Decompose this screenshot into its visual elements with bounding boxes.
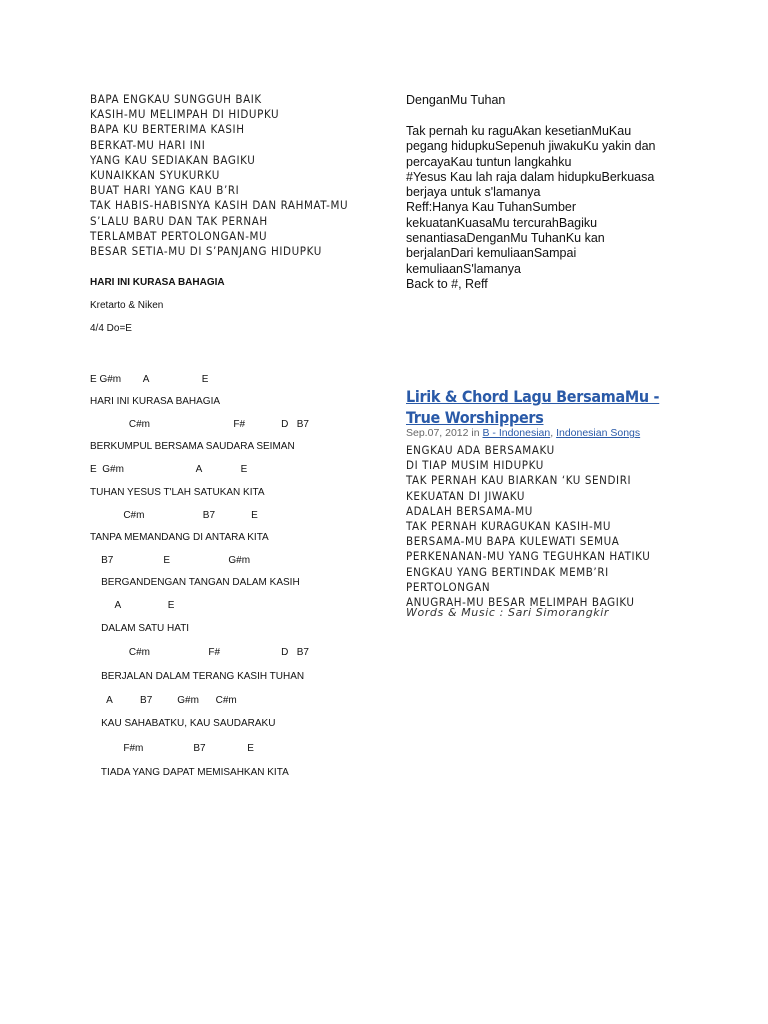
lyric-line: Tak pernah ku raguAkan kesetianMuKau <box>406 124 632 138</box>
lyric-line: TIADA YANG DAPAT MEMISAHKAN KITA <box>90 767 289 778</box>
lyric-line: HARI INI KURASA BAHAGIA <box>90 396 221 407</box>
lyric-line: senantiasaDenganMu TuhanKu kan <box>406 231 605 246</box>
lyric-line: PERKENANAN-MU YANG TEGUHKAN HATIKU <box>406 549 651 564</box>
lyric-line: kekuatanKuasaMu tercurahBagiku <box>406 215 598 230</box>
chord-line: F#m B7 E <box>90 743 254 754</box>
chord-line: C#m F# D B7 <box>90 647 309 658</box>
post-meta <box>406 427 640 439</box>
song-title: HARI INI KURASA BAHAGIA <box>90 277 225 288</box>
lyric-line: DALAM SATU HATI <box>90 623 190 634</box>
category-link[interactable]: Indonesian Songs <box>556 427 641 439</box>
post-title-link[interactable] <box>406 386 666 428</box>
chord-line: A E <box>90 600 175 611</box>
chord-line: A B7 G#m C#m <box>90 695 237 706</box>
song-credit: Words & Music : Sari Simorangkir <box>406 606 610 619</box>
lyric-line: KAU SAHABATKU, KAU SAUDARAKU <box>90 718 276 729</box>
chord-line: B7 E G#m <box>90 555 251 566</box>
chord-line: E G#m A E <box>90 464 248 475</box>
lyric-line: BAPA KU BERTERIMA KASIH <box>90 122 245 137</box>
lyric-line: PERTOLONGAN <box>406 579 491 594</box>
lyric-line: TAK PERNAH KAU BIARKAN ‘KU SENDIRI <box>406 473 632 488</box>
lyric-line: ADALAH BERSAMA-MU <box>406 503 533 518</box>
lyric-line: percayaKau tuntun langkahku <box>406 154 572 169</box>
lyric-line: kemuliaanS'lamanya <box>406 261 521 276</box>
lyric-line: Back to #, Reff <box>406 276 488 291</box>
lyric-line: DI TIAP MUSIM HIDUPKU <box>406 458 544 473</box>
lyric-line: ENGKAU YANG BERTINDAK MEMB’RI <box>406 564 609 579</box>
post-title-line[interactable]: Lirik & Chord Lagu BersamaMu - <box>406 387 660 406</box>
lyric-line: BERKAT-MU HARI INI <box>90 137 206 152</box>
lyric-line: TAK HABIS-HABISNYA KASIH DAN RAHMAT-MU <box>90 198 349 213</box>
lyric-line: KUNAIKKAN SYUKURKU <box>90 168 220 183</box>
category-link[interactable]: B - Indonesian <box>482 427 551 439</box>
lyric-line: KASIH-MU MELIMPAH DI HIDUPKU <box>90 107 280 122</box>
post-title-line[interactable]: True Worshippers <box>406 408 544 427</box>
lyric-line: TUHAN YESUS T'LAH SATUKAN KITA <box>90 487 265 498</box>
lyrics-dengan-mu-tuhan <box>406 124 706 292</box>
lyric-line: BAPA ENGKAU SUNGGUH BAIK <box>90 92 262 106</box>
lyric-line: TAK PERNAH KURAGUKAN KASIH-MU <box>406 519 612 534</box>
lyric-line: BERKUMPUL BERSAMA SAUDARA SEIMAN <box>90 441 295 452</box>
chord-line: C#m B7 E <box>90 510 258 521</box>
separator: , <box>550 427 557 439</box>
lyric-line: berjaya untuk s'lamanya <box>406 185 541 200</box>
chord-line: C#m F# D B7 <box>90 419 309 430</box>
song-key: 4/4 Do=E <box>90 323 132 334</box>
lyric-line: pegang hidupkuSepenuh jiwakuKu yakin dan <box>406 139 656 154</box>
chord-line: E G#m A E <box>90 374 209 385</box>
lyric-line: S’LALU BARU DAN TAK PERNAH <box>90 213 268 228</box>
lyric-line: TANPA MEMANDANG DI ANTARA KITA <box>90 532 269 543</box>
lyric-line: BESAR SETIA-MU DI S’PANJANG HIDUPKU <box>90 244 322 259</box>
lyric-line: KEKUATAN DI JIWAKU <box>406 488 525 503</box>
lyrics-bapa-engkau <box>90 92 390 259</box>
lyric-line: #Yesus Kau lah raja dalam hidupkuBerkuasa <box>406 169 655 184</box>
lyric-line: berjalanDari kemuliaanSampai <box>406 246 577 261</box>
lyric-line: TERLAMBAT PERTOLONGAN-MU <box>90 228 268 243</box>
lyrics-bersama-mu <box>406 443 706 610</box>
song-authors: Kretarto & Niken <box>90 300 164 311</box>
lyric-line: Reff:Hanya Kau TuhanSumber <box>406 200 577 215</box>
lyric-line: ENGKAU ADA BERSAMAKU <box>406 443 555 457</box>
lyric-line: BUAT HARI YANG KAU B’RI <box>90 183 240 198</box>
lyric-line: YANG KAU SEDIAKAN BAGIKU <box>90 152 256 167</box>
lyric-line: BERGANDENGAN TANGAN DALAM KASIH <box>90 577 300 588</box>
lyric-line: ANUGRAH-MU BESAR MELIMPAH BAGIKU <box>406 595 635 610</box>
section-heading: DenganMu Tuhan <box>406 93 506 107</box>
post-in-text: in <box>468 427 483 439</box>
lyric-line: BERSAMA-MU BAPA KULEWATI SEMUA <box>406 534 620 549</box>
lyric-line: BERJALAN DALAM TERANG KASIH TUHAN <box>90 671 305 682</box>
post-date: Sep.07, 2012 <box>406 427 469 439</box>
